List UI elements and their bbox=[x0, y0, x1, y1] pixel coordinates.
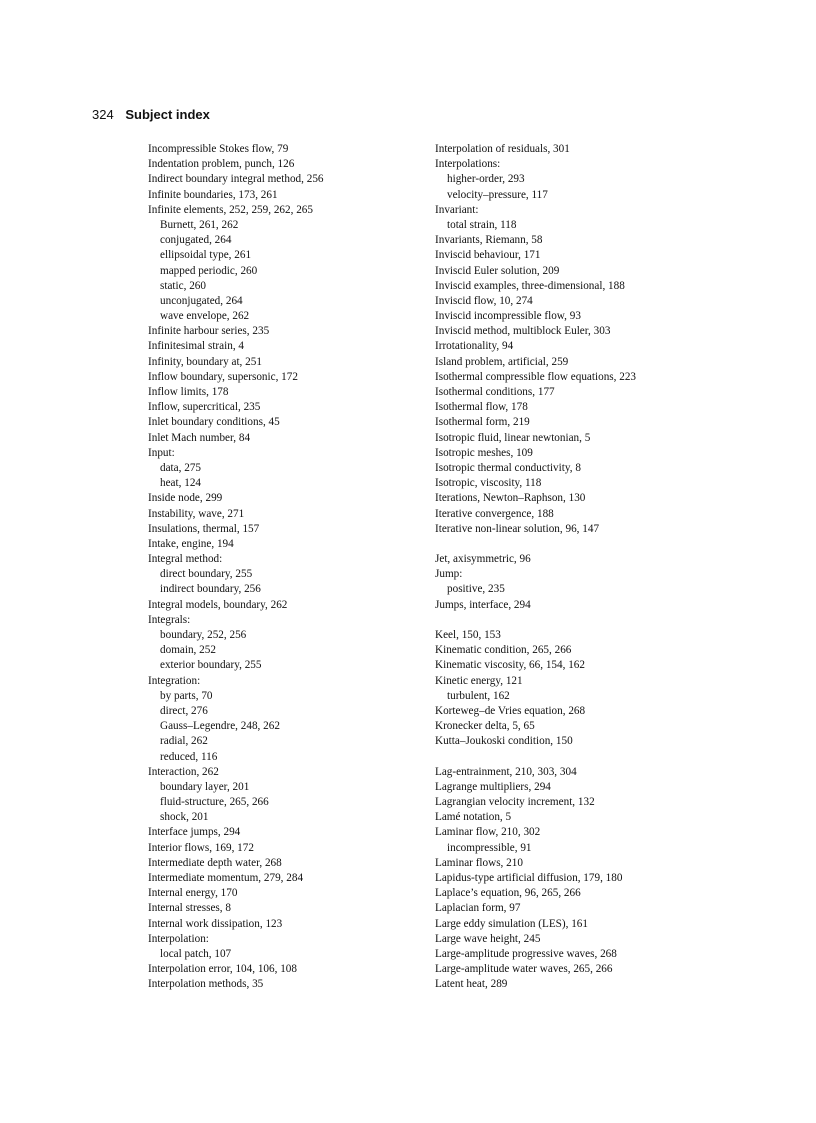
index-entry: Interpolation error, 104, 106, 108 bbox=[148, 963, 297, 976]
index-entry: Internal work dissipation, 123 bbox=[148, 917, 283, 930]
index-entry: Iterations, Newton–Raphson, 130 bbox=[435, 492, 586, 505]
index-entry: Integral models, boundary, 262 bbox=[148, 598, 288, 611]
index-subentry: exterior boundary, 255 bbox=[160, 659, 262, 672]
index-subentry: wave envelope, 262 bbox=[160, 310, 250, 323]
index-entry: Laminar flows, 210 bbox=[435, 856, 523, 869]
index-subentry: direct, 276 bbox=[160, 704, 208, 717]
index-entry: Kronecker delta, 5, 65 bbox=[435, 720, 535, 733]
index-entry: Indentation problem, punch, 126 bbox=[148, 158, 295, 171]
page-title: Subject index bbox=[125, 107, 210, 122]
index-entry: Kinematic condition, 265, 266 bbox=[435, 644, 572, 657]
index-entry: Interpolation: bbox=[148, 932, 209, 945]
letter-group-spacer bbox=[435, 750, 725, 765]
index-subentry: higher-order, 293 bbox=[447, 173, 525, 186]
index-entry: Inviscid incompressible flow, 93 bbox=[435, 310, 581, 323]
index-entry: Incompressible Stokes flow, 79 bbox=[148, 143, 289, 155]
index-entry: Infinite boundaries, 173, 261 bbox=[148, 188, 278, 201]
letter-group-spacer bbox=[435, 613, 725, 628]
index-entry: Intermediate depth water, 268 bbox=[148, 856, 282, 869]
index-entry: Invariants, Riemann, 58 bbox=[435, 234, 543, 247]
index-entry: Lag-entrainment, 210, 303, 304 bbox=[435, 765, 577, 778]
index-column-right bbox=[435, 142, 725, 993]
index-entry: Integration: bbox=[148, 674, 201, 687]
index-entry: Input: bbox=[148, 446, 175, 459]
index-subentry: boundary layer, 201 bbox=[160, 780, 250, 793]
index-subentry: positive, 235 bbox=[447, 583, 505, 596]
index-subentry: fluid-structure, 265, 266 bbox=[160, 796, 269, 809]
index-entry: Instability, wave, 271 bbox=[148, 507, 245, 520]
index-subentry: radial, 262 bbox=[160, 735, 208, 748]
index-entry: Isothermal compressible flow equations, 223 bbox=[435, 370, 637, 383]
index-entry: Inlet Mach number, 84 bbox=[148, 431, 251, 444]
index-entry: Inflow limits, 178 bbox=[148, 386, 229, 398]
index-entry: Interpolation methods, 35 bbox=[148, 978, 264, 991]
index-entry: Keel, 150, 153 bbox=[435, 629, 501, 641]
index-entry: Kinematic viscosity, 66, 154, 162 bbox=[435, 659, 585, 672]
index-subentry: Gauss–Legendre, 248, 262 bbox=[160, 720, 280, 733]
index-subentry: incompressible, 91 bbox=[447, 841, 532, 854]
index-entry: Inviscid Euler solution, 209 bbox=[435, 264, 560, 277]
index-entry: Isotropic meshes, 109 bbox=[435, 446, 533, 459]
letter-group-spacer bbox=[435, 537, 725, 552]
index-subentry: indirect boundary, 256 bbox=[160, 583, 261, 596]
index-entry: Internal energy, 170 bbox=[148, 887, 238, 900]
index-entry: Large wave height, 245 bbox=[435, 932, 541, 945]
index-entry: Infinity, boundary at, 251 bbox=[148, 355, 262, 368]
index-entry: Integral method: bbox=[148, 553, 223, 566]
index-entry: Lagrange multipliers, 294 bbox=[435, 780, 551, 793]
index-entry: Jump: bbox=[435, 568, 463, 581]
index-entry: Intake, engine, 194 bbox=[148, 537, 234, 550]
index-entry: Iterative non-linear solution, 96, 147 bbox=[435, 522, 600, 535]
index-subentry: velocity–pressure, 117 bbox=[447, 188, 548, 201]
running-header bbox=[92, 106, 210, 124]
index-subentry: direct boundary, 255 bbox=[160, 568, 253, 581]
index-entry: Korteweg–de Vries equation, 268 bbox=[435, 704, 586, 717]
index-entry: Internal stresses, 8 bbox=[148, 902, 231, 915]
index-entry: Inviscid examples, three-dimensional, 188 bbox=[435, 279, 625, 292]
index-entry: Indirect boundary integral method, 256 bbox=[148, 173, 324, 186]
index-entry: Laplacian form, 97 bbox=[435, 902, 521, 915]
index-entry: Isothermal form, 219 bbox=[435, 416, 530, 429]
index-entry: Large-amplitude water waves, 265, 266 bbox=[435, 963, 613, 976]
index-entry: Inviscid flow, 10, 274 bbox=[435, 294, 533, 307]
index-subentry: by parts, 70 bbox=[160, 689, 213, 702]
index-entry: Infinite harbour series, 235 bbox=[148, 325, 270, 338]
index-entry: Latent heat, 289 bbox=[435, 978, 508, 991]
index-column-left bbox=[148, 142, 418, 993]
index-entry: Isotropic thermal conductivity, 8 bbox=[435, 461, 581, 474]
index-entry: Infinitesimal strain, 4 bbox=[148, 340, 245, 353]
index-entry: Invariant: bbox=[435, 203, 479, 216]
index-entry: Interior flows, 169, 172 bbox=[148, 841, 254, 854]
index-subentry: ellipsoidal type, 261 bbox=[160, 249, 252, 262]
index-subentry: Burnett, 261, 262 bbox=[160, 218, 239, 231]
index-subentry: static, 260 bbox=[160, 279, 206, 292]
index-subentry: total strain, 118 bbox=[447, 218, 517, 231]
index-entry: Interface jumps, 294 bbox=[148, 826, 241, 839]
index-subentry: boundary, 252, 256 bbox=[160, 629, 247, 641]
index-entry: Jumps, interface, 294 bbox=[435, 598, 531, 611]
index-entry: Inflow boundary, supersonic, 172 bbox=[148, 370, 298, 383]
index-subentry: turbulent, 162 bbox=[447, 689, 510, 702]
index-entry: Inviscid behaviour, 171 bbox=[435, 249, 541, 262]
index-entry: Jet, axisymmetric, 96 bbox=[435, 553, 531, 566]
index-entry: Interaction, 262 bbox=[148, 765, 219, 778]
index-subentry: shock, 201 bbox=[160, 811, 209, 824]
index-entry: Isothermal conditions, 177 bbox=[435, 386, 555, 398]
index-entry: Interpolations: bbox=[435, 158, 501, 171]
index-entry: Laminar flow, 210, 302 bbox=[435, 826, 541, 839]
index-entry: Inviscid method, multiblock Euler, 303 bbox=[435, 325, 611, 338]
index-subentry: reduced, 116 bbox=[160, 750, 218, 763]
index-entry: Lagrangian velocity increment, 132 bbox=[435, 796, 595, 809]
index-entry: Inside node, 299 bbox=[148, 492, 223, 505]
index-subentry: local patch, 107 bbox=[160, 947, 232, 960]
index-entry: Laplace’s equation, 96, 265, 266 bbox=[435, 887, 581, 900]
index-subentry: mapped periodic, 260 bbox=[160, 264, 258, 277]
index-subentry: data, 275 bbox=[160, 461, 202, 474]
index-entry: Large-amplitude progressive waves, 268 bbox=[435, 947, 617, 960]
index-entry: Insulations, thermal, 157 bbox=[148, 522, 260, 535]
index-entry: Isothermal flow, 178 bbox=[435, 401, 528, 414]
index-entry: Integrals: bbox=[148, 613, 191, 626]
index-entry: Island problem, artificial, 259 bbox=[435, 355, 569, 368]
index-subentry: heat, 124 bbox=[160, 477, 202, 490]
index-entry: Interpolation of residuals, 301 bbox=[435, 143, 570, 155]
index-entry: Infinite elements, 252, 259, 262, 265 bbox=[148, 203, 313, 216]
index-subentry: unconjugated, 264 bbox=[160, 294, 243, 307]
index-subentry: domain, 252 bbox=[160, 644, 216, 657]
index-entry: Iterative convergence, 188 bbox=[435, 507, 554, 520]
index-entry: Irrotationality, 94 bbox=[435, 340, 514, 353]
index-entry: Inlet boundary conditions, 45 bbox=[148, 416, 280, 429]
index-entry: Lamé notation, 5 bbox=[435, 811, 512, 824]
index-subentry: conjugated, 264 bbox=[160, 234, 232, 247]
page-number: 324 bbox=[92, 107, 114, 122]
index-entry: Kinetic energy, 121 bbox=[435, 674, 523, 687]
index-entry: Kutta–Joukoski condition, 150 bbox=[435, 735, 573, 748]
index-entry: Isotropic, viscosity, 118 bbox=[435, 477, 542, 490]
index-entry: Isotropic fluid, linear newtonian, 5 bbox=[435, 431, 591, 444]
index-entry: Intermediate momentum, 279, 284 bbox=[148, 872, 304, 884]
index-entry: Lapidus-type artificial diffusion, 179, 180 bbox=[435, 872, 623, 884]
index-entry: Inflow, supercritical, 235 bbox=[148, 401, 261, 414]
index-entry: Large eddy simulation (LES), 161 bbox=[435, 917, 588, 930]
